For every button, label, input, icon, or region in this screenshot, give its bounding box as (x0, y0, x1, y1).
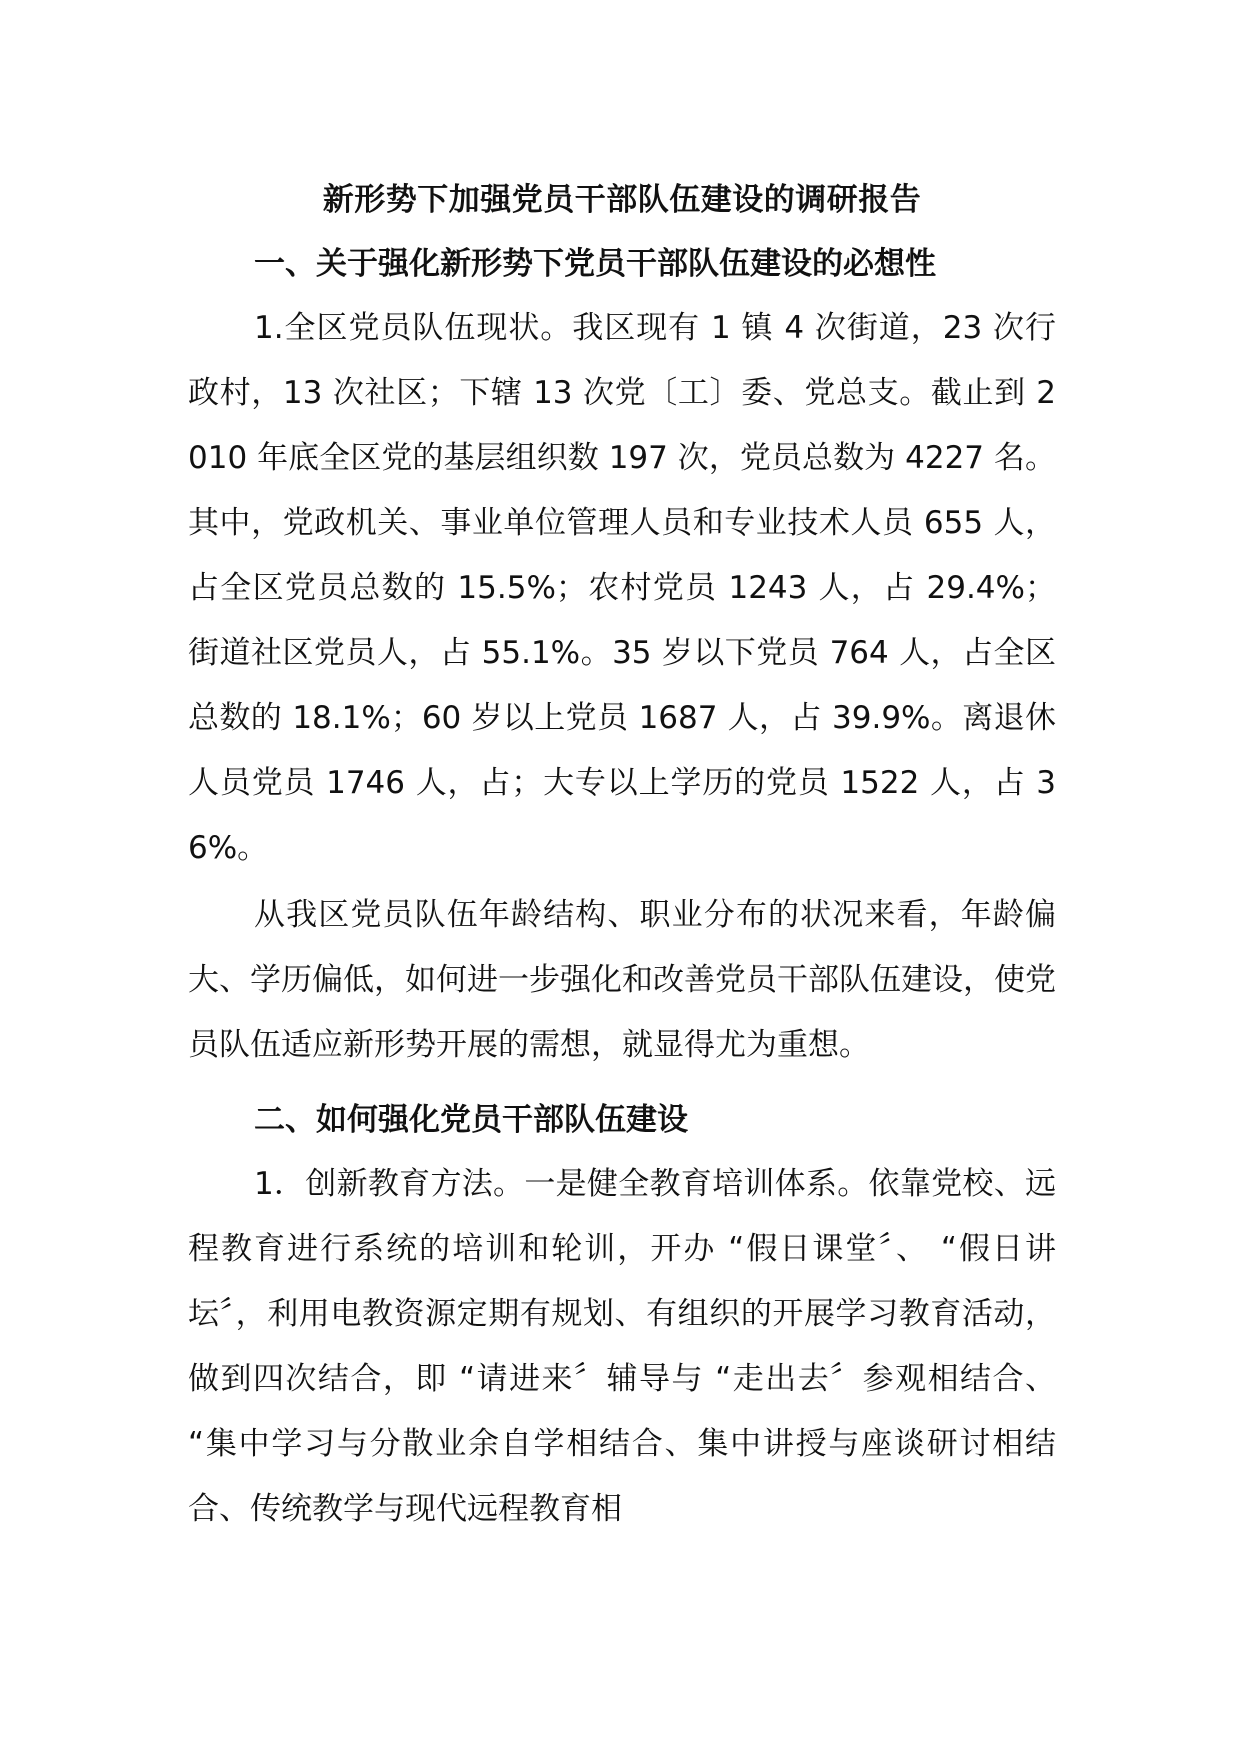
section-heading-2: 二、如何强化党员干部队伍建设 (254, 1102, 688, 1138)
section-heading-1: 一、关于强化新形势下党员干部队伍建设的必想性 (254, 246, 936, 282)
document-body (188, 168, 1056, 1542)
section-2-paragraph-1: 1．创新教育方法。一是健全教育培训体系。依靠党校、远程教育进行系统的培训和轮训，开办 “假日课堂〞、 “假日讲坛〞，利用电教资源定期有规划、有组织的开展学习教育活动，做到四次结合，即 “请进来〞辅导与 “走出去〞参观相结合、 “集中学习与分散业余自学相结合、集中讲授与座谈研讨相结合、传统教学与现代远程教育相 (188, 1166, 1056, 1527)
document-title: 新形势下加强党员干部队伍建设的调研报告 (322, 182, 922, 218)
section-1-paragraph-1: 1.全区党员队伍现状。我区现有 1 镇 4 次街道，23 次行政村，13 次社区；下辖 13 次党〔工〕委、党总支。截止到 2010 年底全区党的基层组织数 197 次，党员总数为 4227 名。其中，党政机关、事业单位管理人员和专业技术人员 655 人，占全区党员总数的 15.5%；农村党员 1243 人，占 29.4%；街道社区党员人，占 55.1%。35 岁以下党员 764 人，占全区总数的 18.1%；60 岁以上党员 1687 人，占 39.9%。离退休人员党员 1746 人，占；大专以上学历的党员 1522 人，占 36%。 (188, 310, 1056, 866)
section-1-paragraph-2: 从我区党员队伍年龄结构、职业分布的状况来看，年龄偏大、学历偏低，如何进一步强化和改善党员干部队伍建设，使党员队伍适应新形势开展的需想，就显得尤为重想。 (188, 897, 1056, 1063)
